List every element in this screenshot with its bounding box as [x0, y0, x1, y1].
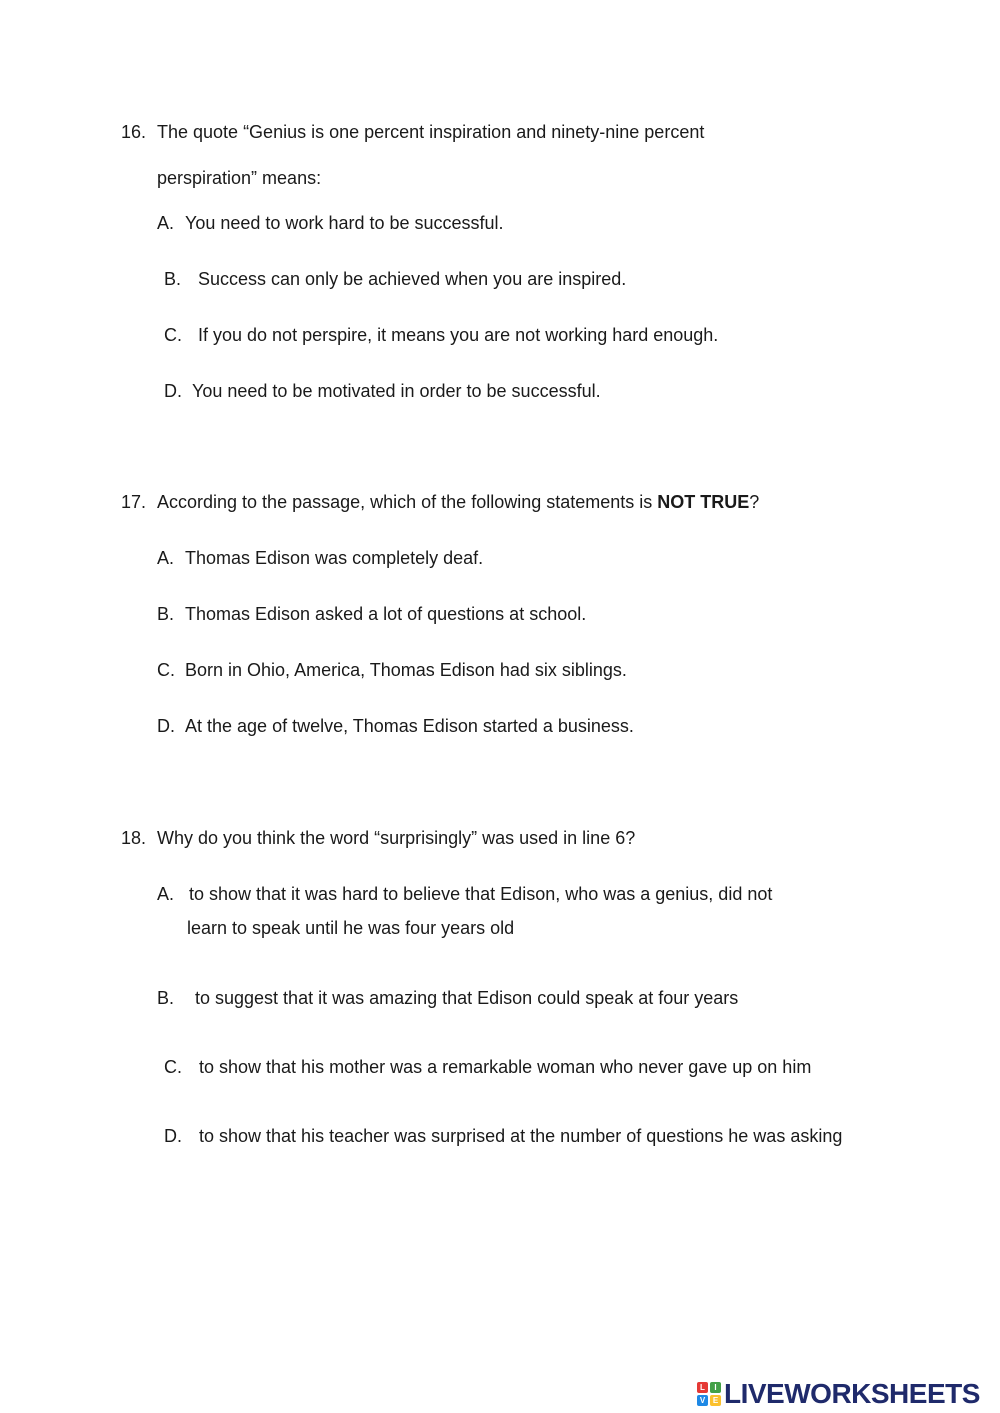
option-text-a-line-2: learn to speak until he was four years old [187, 918, 515, 938]
option-letter-c: C. [157, 660, 175, 680]
option-text-b: to suggest that it was amazing that Edison could speak at four years [195, 988, 739, 1008]
option-letter-a: A. [157, 548, 175, 568]
prompt-emphasis: NOT TRUE [657, 492, 750, 512]
option-letter-d: D. [164, 1126, 182, 1146]
prompt-after: ? [749, 492, 760, 512]
question-prompt [157, 491, 759, 513]
option-letter-c: C. [164, 1057, 182, 1077]
question-prompt-line-1: The quote “Genius is one percent inspiration and ninety-nine percent [157, 122, 705, 142]
logo-letter: I [710, 1382, 721, 1393]
question-prompt-line-2: perspiration” means: [157, 168, 322, 188]
option-text-c: Born in Ohio, America, Thomas Edison had six siblings. [185, 660, 627, 680]
option-letter-d: D. [157, 716, 175, 736]
option-text-a-line-1: to show that it was hard to believe that Edison, who was a genius, did not [189, 884, 773, 904]
option-text-d: to show that his teacher was surprised at the number of questions he was asking [199, 1126, 843, 1146]
prompt-before: According to the passage, which of the following statements is [157, 492, 658, 512]
option-text-c: If you do not perspire, it means you are not working hard enough. [198, 325, 719, 345]
option-text-a: You need to work hard to be successful. [185, 213, 504, 233]
option-text-d: At the age of twelve, Thomas Edison started a business. [185, 716, 634, 736]
option-letter-d: D. [164, 381, 182, 401]
option-text-a: Thomas Edison was completely deaf. [185, 548, 484, 568]
option-text-b: Success can only be achieved when you are inspired. [198, 269, 627, 289]
option-letter-b: B. [157, 604, 175, 624]
option-letter-a: A. [157, 884, 175, 904]
logo-letter: E [710, 1395, 721, 1406]
option-text-c: to show that his mother was a remarkable woman who never gave up on him [199, 1057, 812, 1077]
question-prompt: Why do you think the word “surprisingly” was used in line 6? [157, 828, 636, 848]
option-letter-b: B. [164, 269, 182, 289]
question-number: 16. [121, 122, 147, 142]
option-text-d: You need to be motivated in order to be successful. [192, 381, 601, 401]
option-letter-b: B. [157, 988, 175, 1008]
question-number: 18. [121, 828, 147, 848]
brand-name: LIVEWORKSHEETS [724, 1378, 980, 1409]
option-letter-a: A. [157, 213, 175, 233]
logo-letter: V [697, 1395, 708, 1406]
option-letter-c: C. [164, 325, 182, 345]
liveworksheets-brand [697, 1377, 980, 1411]
question-number: 17. [121, 492, 147, 512]
option-text-b: Thomas Edison asked a lot of questions at school. [185, 604, 587, 624]
liveworksheets-logo-icon [697, 1382, 721, 1406]
logo-letter: L [697, 1382, 708, 1393]
